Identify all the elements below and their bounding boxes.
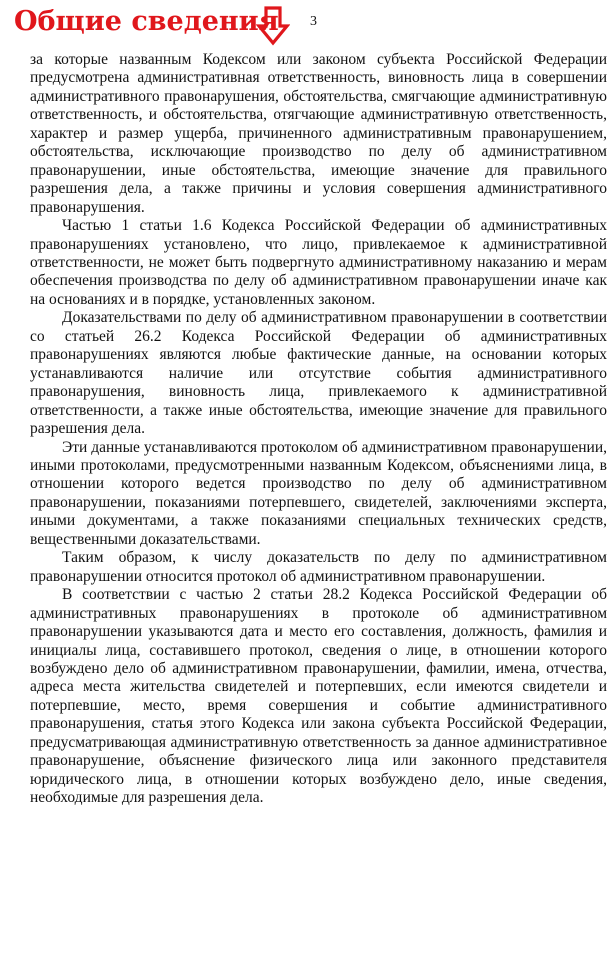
paragraph-article-28-2: В соответствии с частью 2 статьи 28.2 Кодекса Российской Федерации об административных правонарушениях в протоколе об административном правонарушении указываются дата и место его составления, должность, фамилия и инициалы лица, составившего протокол, сведения о лице, в отношении которого возбуждено дело об административном правонарушении, фамилии, имена, отчества, адреса места жительства свидетелей и потерпевших, если имеются свидетели и потерпевшие, место, время совершения и событие административного правонарушения, статья этого Кодекса или закона субъекта Российской Федерации, предусматривающая административную ответственность за данное административное правонарушение, объяснение физического лица или законного представителя юридического лица, в отношении которых возбуждено дело, иные сведения, необходимые для разрешения дела. xyxy=(30,586,607,807)
paragraph-protocol-evidence: Таким образом, к числу доказательств по делу по административном правонарушении относится протокол об административном правонарушении. xyxy=(30,549,607,585)
page-number: 3 xyxy=(310,14,317,29)
paragraph-continuation: за которые названным Кодексом или законом субъекта Российской Федерации предусмотрена административная ответственность, виновность лица в совершении административного правонарушения, обстоятельства, смягчающие административную ответственность, и обстоятельства, отягчающие административную ответственность, характер и размер ущерба, причиненного административным правонарушением, обстоятельства, исключающие производство по делу об административном правонарушении, иные обстоятельства, имеющие значение для правильного разрешения дела, а также причины и условия совершения административного правонарушения. xyxy=(30,51,607,216)
paragraph-article-26-2: Доказательствами по делу об административном правонарушении в соответствии со статьей 26.2 Кодекса Российской Федерации об административных правонарушениях являются любые фактические данные, на основании которых устанавливаются наличие или отсутствие события административного правонарушения, виновность лица, привлекаемого к административной ответственности, а также иные обстоятельства, имеющие значение для правильного разрешения дела. xyxy=(30,309,607,438)
paragraph-evidence-sources: Эти данные устанавливаются протоколом об административном правонарушении, иными протоколами, предусмотренными названным Кодексом, объяснениями лица, в отношении которого ведется производство по делу об административном правонарушении, показаниями потерпевшего, свидетелей, заключениями эксперта, иными документами, а также показаниями специальных технических средств, вещественными доказательствами. xyxy=(30,438,607,548)
paragraph-article-1-6: Частью 1 статьи 1.6 Кодекса Российской Федерации об административных правонарушениях установлено, что лицо, привлекаемое к административной ответственности, не может быть подвергнуто административному наказанию и мерам обеспечения производства по делу об административном правонарушении иначе как на основаниях и в порядке, установленных законом. xyxy=(30,217,607,308)
document-body xyxy=(30,51,607,808)
down-arrow-icon xyxy=(256,6,290,46)
section-title: Общие сведения xyxy=(14,6,279,37)
